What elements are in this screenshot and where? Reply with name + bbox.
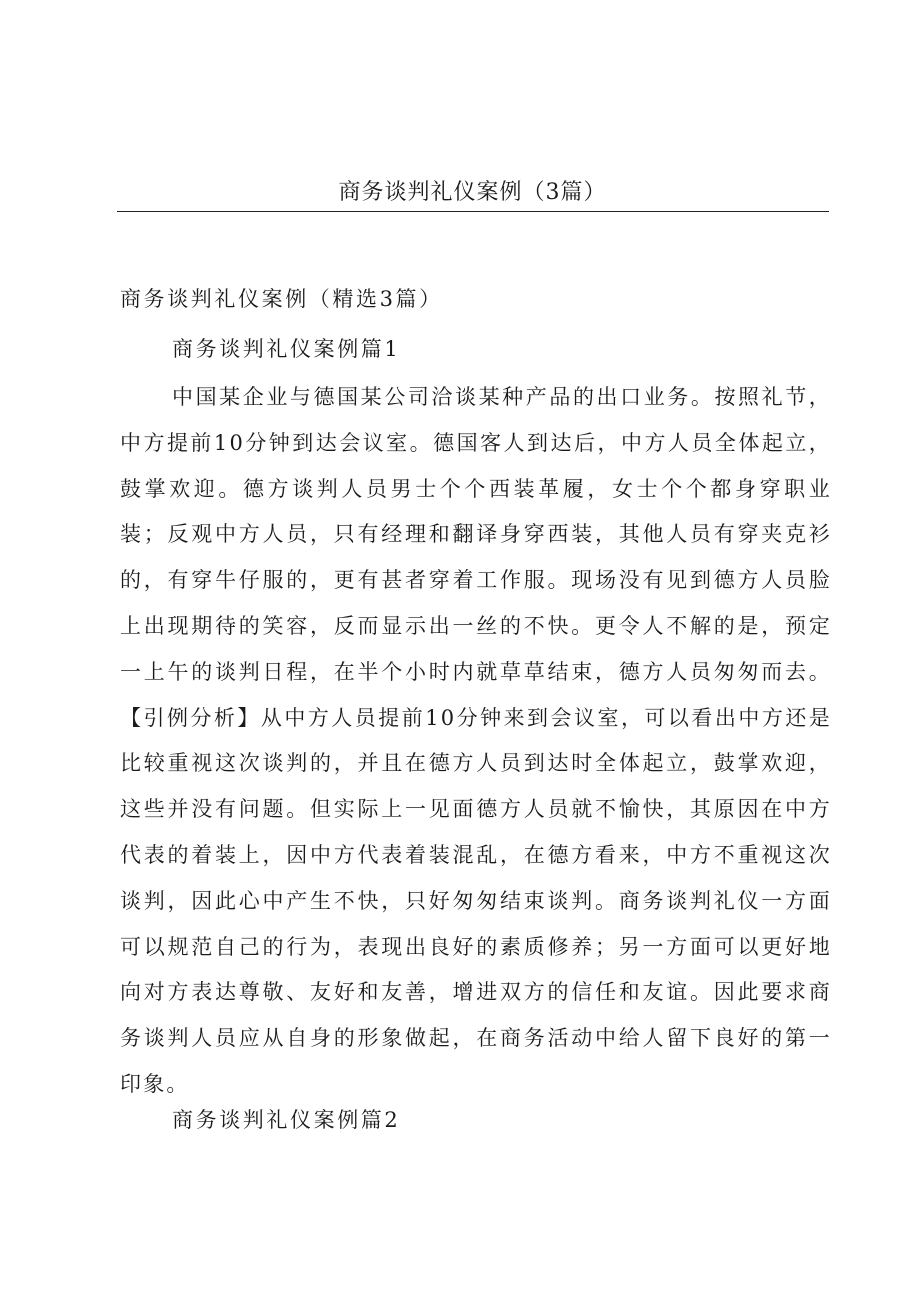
title-underline bbox=[117, 211, 829, 212]
document-title: 商务谈判礼仪案例（3篇） bbox=[338, 180, 607, 205]
section-heading-2: 商务谈判礼仪案例篇2 bbox=[172, 1108, 401, 1132]
section-body-1: 中国某企业与德国某公司洽谈某种产品的出口业务。按照礼节，中方提前10分钟到达会议室。德国客人到达后，中方人员全体起立，鼓掌欢迎。德方谈判人员男士个个西装革履，女士个个都身穿职业装；反观中方人员，只有经理和翻译身穿西装，其他人员有穿夹克衫的，有穿牛仔服的，更有甚者穿着工作服。现场没有见到德方人员脸上出现期待的笑容，反而显示出一丝的不快。更令人不解的是，预定一上午的谈判日程，在半个小时内就草草结束，德方人员匆匆而去。【引例分析】从中方人员提前10分钟来到会议室，可以看出中方还是比较重视这次谈判的，并且在德方人员到达时全体起立，鼓掌欢迎，这些并没有问题。但实际上一见面德方人员就不愉快，其原因在中方代表的着装上，因中方代表着装混乱，在德方看来，中方不重视这次谈判，因此心中产生不快，只好匆匆结束谈判。商务谈判礼仪一方面可以规范自己的行为，表现出良好的素质修养；另一方面可以更好地向对方表达尊敬、友好和友善，增进双方的信任和友谊。因此要求商务谈判人员应从自身的形象做起，在商务活动中给人留下良好的第一印象。 bbox=[120, 385, 832, 1096]
document-subtitle: 商务谈判礼仪案例（精选3篇） bbox=[120, 287, 443, 311]
section-heading-1: 商务谈判礼仪案例篇1 bbox=[172, 337, 401, 361]
